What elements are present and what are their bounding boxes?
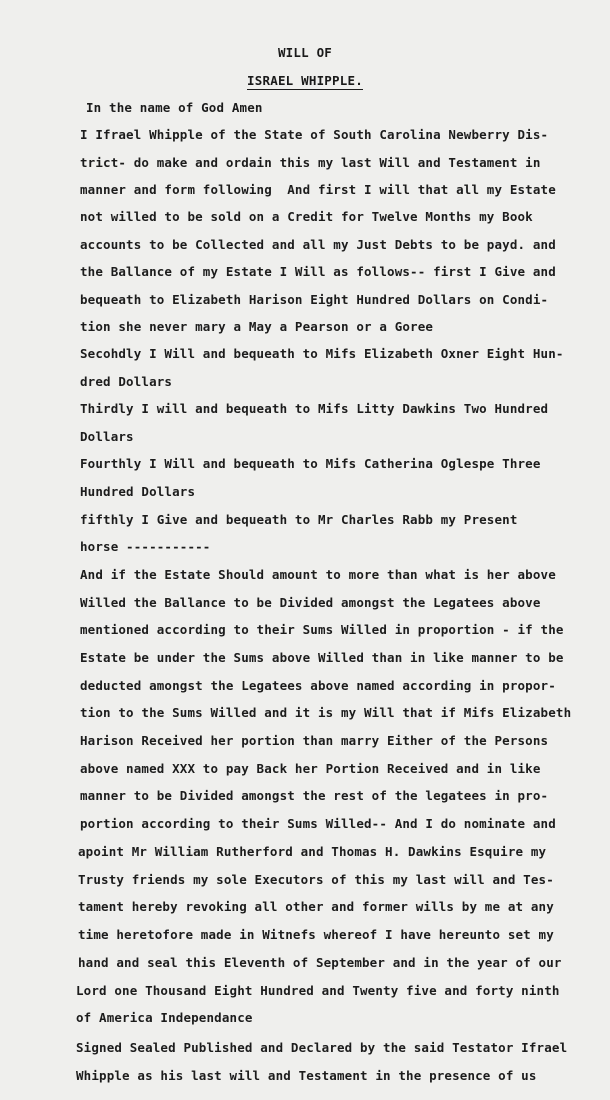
text-line: Hundred Dollars — [80, 484, 196, 499]
text-line: apoint Mr William Rutherford and Thomas H. Dawkins Esquire my — [78, 844, 547, 859]
text-line: manner and form following And first I will that all my Estate — [80, 182, 556, 197]
text-line: fifthly I Give and bequeath to Mr Charles Rabb my Present — [80, 512, 518, 527]
document-subtitle — [0, 73, 610, 88]
text-line: manner to be Divided amongst the rest of the legatees in pro- — [80, 788, 549, 803]
text-line: Trusty friends my sole Executors of this my last will and Tes- — [78, 872, 554, 887]
text-line: not willed to be sold on a Credit for Twelve Months my Book — [80, 209, 533, 224]
text-line: Lord one Thousand Eight Hundred and Twenty five and forty ninth — [76, 983, 560, 998]
text-line: Fourthly I Will and bequeath to Mifs Catherina Oglespe Three — [80, 456, 541, 471]
text-line: tion to the Sums Willed and it is my Will that if Mifs Elizabeth — [80, 705, 572, 720]
text-line: Willed the Ballance to be Divided amongst the Legatees above — [80, 595, 541, 610]
text-line: Thirdly I will and bequeath to Mifs Litty Dawkins Two Hundred — [80, 401, 549, 416]
text-line: In the name of God Amen — [86, 100, 263, 115]
text-line: trict- do make and ordain this my last Will and Testament in — [80, 155, 541, 170]
text-line: horse ----------- — [80, 539, 211, 554]
text-line: Harison Received her portion than marry Either of the Persons — [80, 733, 549, 748]
text-line: time heretofore made in Witnefs whereof I have hereunto set my — [78, 927, 554, 942]
text-line: Estate be under the Sums above Willed than in like manner to be — [80, 650, 564, 665]
text-line: hand and seal this Eleventh of September and in the year of our — [78, 955, 562, 970]
text-line: Secohdly I Will and bequeath to Mifs Elizabeth Oxner Eight Hun- — [80, 346, 564, 361]
text-line: Signed Sealed Published and Declared by the said Testator Ifrael — [76, 1040, 568, 1055]
text-line: Whipple as his last will and Testament in the presence of us — [76, 1068, 537, 1083]
text-line: tament hereby revoking all other and former wills by me at any — [78, 899, 554, 914]
text-line: bequeath to Elizabeth Harison Eight Hundred Dollars on Condi- — [80, 292, 549, 307]
text-line: Dollars — [80, 429, 134, 444]
text-line: of America Independance — [76, 1010, 253, 1025]
text-line: portion according to their Sums Willed-- And I do nominate and — [80, 816, 556, 831]
document-title: WILL OF — [277, 45, 333, 60]
text-line: deducted amongst the Legatees above named according in propor- — [80, 678, 556, 693]
text-line: dred Dollars — [80, 374, 173, 389]
text-line: And if the Estate Should amount to more than what is her above — [80, 567, 556, 582]
text-line: mentioned according to their Sums Willed in proportion - if the — [80, 622, 564, 637]
text-line: the Ballance of my Estate I Will as follows-- first I Give and — [80, 264, 556, 279]
text-line: tion she never mary a May a Pearson or a Goree — [80, 319, 434, 334]
text-line: I Ifrael Whipple of the State of South Carolina Newberry Dis- — [80, 127, 549, 142]
text-line: accounts to be Collected and all my Just Debts to be payd. and — [80, 237, 556, 252]
text-line: above named XXX to pay Back her Portion Received and in like — [80, 761, 541, 776]
document-subtitle-text: ISRAEL WHIPPLE. — [247, 73, 363, 88]
